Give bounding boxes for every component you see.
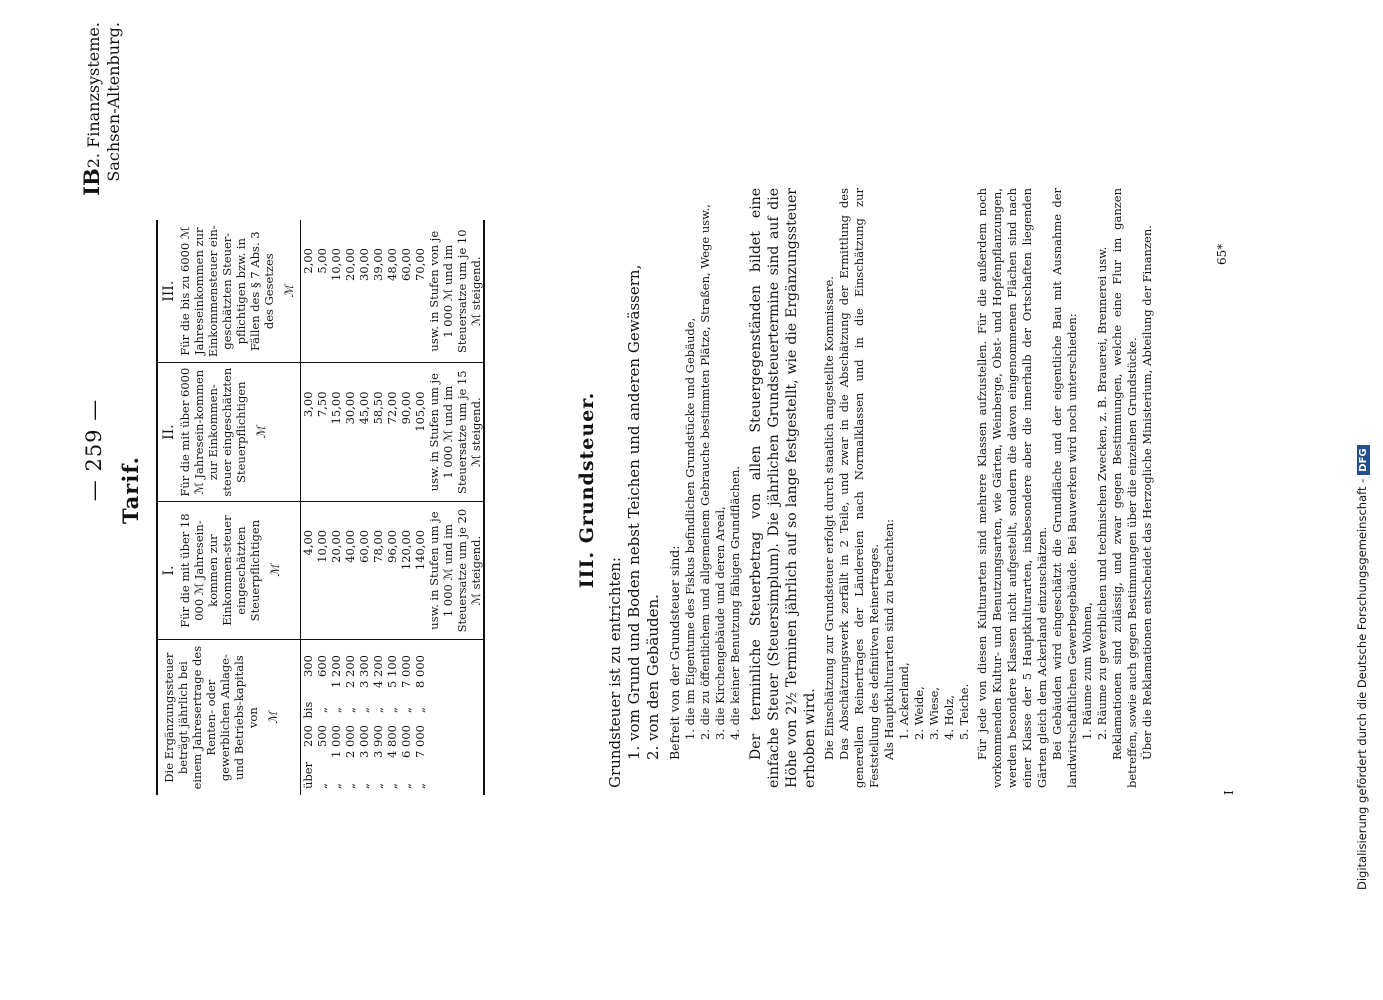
column-header-class-2: II. Für die mit über 6000 ℳ Jahresein-kommen zur Einkommen-steuer eingeschätzten Steuerpflichtigen ℳ [157,363,301,501]
range-from: 3 000 [357,725,371,758]
running-head [79,22,124,282]
range-mid: „ [329,707,343,713]
list-item: 1. Ackerland, [897,662,911,740]
footnote-class-1: usw. in Stufen um je 1 000 ℳ und im Steuersatze um je 20 ℳ steigend. [427,501,484,639]
paragraph: Für jede von diesen Kulturarten sind mehrere Klassen aufzustellen. Für die außerdem noch vorkommenden Kultur- und Benutzungsarten, wie Gärten, Weinberge, Obst- und Hopfenpflanzungen, werden besondere Klassen nicht aufgestellt, sondern die davon eingenommenen Flächen sind nach einer Klasse der 5 Hauptkulturarten, insbesondere aber die innerhalb der Ortschaften liegenden Gärten gleich dem Ackerland einzuschätzen. [975,188,1049,788]
range-to: 600 [315,655,329,677]
state-title: Sachsen-Altenburg. [104,22,123,182]
list-item: 4. Holz, [942,695,956,740]
paragraph: Das Abschätzungswerk zerfällt in 2 Teile, und zwar in die Abschätzung der Ermittlung des generellen Reinertrages der Ländereien nach Normalklassen und in die Einschätzung zur Feststellung des definitiven Reinertrages. [837,188,881,788]
range-mid: „ [385,707,399,713]
tax-amount-class-2: 15,00 [329,363,343,501]
tax-amount-class-2: 58,50 [371,363,385,501]
section-title: III. Grundsteuer. [576,391,598,589]
range-to: 5 100 [385,655,399,688]
footnote-empty [427,640,484,795]
table-row [357,220,371,795]
income-range-cell [329,640,343,795]
tariff-table [156,220,485,795]
unit-mark: ℳ [268,564,282,577]
dfg-logo: DFG [1357,445,1370,474]
tax-amount-class-1: 40,00 [343,501,357,639]
tax-amount-class-2: 45,00 [357,363,371,501]
range-prefix: „ [413,783,427,789]
tax-amount-class-3: 5,00 [315,248,329,274]
list-item: 3. die Kirchengebäude und deren Areal, [713,506,727,740]
footnote-class-2: usw. in Stufen um je 1 000 ℳ und im Steuersatze um je 15 ℳ steigend. [427,363,484,501]
paragraph: Als Hauptkulturarten sind zu betrachten: [882,518,896,760]
income-range-cell [343,640,357,795]
income-range-cell [357,640,371,795]
range-to: 1 200 [329,655,343,688]
table-row [413,220,427,795]
paragraph: Befreit von der Grundsteuer sind: [667,545,682,760]
range-to: 7 000 [399,655,413,688]
range-prefix: „ [385,783,399,789]
list-item: 3. Wiese, [927,686,941,740]
income-range-cell [301,640,316,795]
list-item: 1. Räume zum Wohnen, [1080,602,1094,740]
range-from: 2 000 [343,725,357,758]
chapter-code: IB [79,168,104,196]
list-item: 1. die im Eigentume des Fiskus befindlichen Grundstücke und Gebäude, [683,317,697,740]
table-row [343,220,357,795]
tax-amount-class-3: 70,00 [413,248,427,281]
list-item: 2. Weide, [912,686,926,740]
income-range-cell [315,640,329,795]
range-from: 3 900 [371,725,385,758]
list-item: 1. vom Grund und Boden nebst Teichen und anderen Gewässern, [625,264,643,760]
series-title: Finanzsysteme. [84,22,103,148]
tax-amount-class-1: 78,00 [371,501,385,639]
range-to: 4 200 [371,655,385,688]
signature-mark: 65* [1215,243,1229,265]
range-mid: „ [399,707,413,713]
tax-amount-class-1: 4,00 [301,501,316,639]
range-prefix: über [301,761,315,789]
paragraph: Bei Gebäuden wird eingeschätzt die Grundfläche und der eigentliche Bau mit Ausnahme der landwirtschaftlichen Gewerbegebäude. Bei Bauwerken wird noch unterschieden: [1050,188,1079,788]
tax-amount-class-2: 7,50 [315,363,329,501]
range-from: 6 000 [399,725,413,758]
paragraph: Über die Reklamationen entscheidet das Herzogliche Ministerium, Abteilung der Finanzen. [1140,225,1154,760]
column-header-income: Die Ergänzungssteuer beträgt jährlich bei einem Jahresertrage des Renten- oder gewerblichen Anlage- und Betriebs-kapitals von ℳ [157,640,301,795]
range-from: 4 800 [385,725,399,758]
tax-amount-class-3: 10,00 [329,248,343,281]
table-row [399,220,413,795]
range-to: 8 000 [413,655,427,688]
unit-mark: ℳ [254,426,268,439]
range-prefix: „ [343,783,357,789]
unit-mark: ℳ [266,711,280,724]
table-row [329,220,343,795]
range-prefix: „ [399,783,413,789]
range-prefix: „ [329,783,343,789]
range-prefix: „ [357,783,371,789]
tax-amount-class-1: 20,00 [329,501,343,639]
table-row [385,220,399,795]
range-to: 300 [301,655,315,677]
column-header-class-3: III. Für die bis zu 6000 ℳ Jahreseinkommen zur Einkommensteuer ein-geschätzten Steuer-pflichtigen bzw. in Fällen des § 7 Abs. 3 des Gesetzes ℳ [157,220,301,363]
range-mid: bis [301,701,315,719]
tax-amount-class-3: 60,00 [399,248,413,281]
range-from: 7 000 [413,725,427,758]
income-range-cell [371,640,385,795]
paragraph: Der terminliche Steuerbetrag von allen Steuergegenständen bildet eine einfache Steuer (Steuersimplum). Die jährlichen Grundsteuertermine sind auf die Höhe von 2½ Terminen jährlich auf so lange festgestellt, wie die Ergänzungssteuer erhoben wird. [748,188,818,788]
paragraph: Reklamationen sind zulässig, und zwar gegen Bestimmungen, welche eine Flur im ganzen betreffen, sowie auch gegen Bestimmungen über die einzelnen Grundstücke. [1110,188,1139,788]
income-range-cell [399,640,413,795]
tax-amount-class-3: 2,00 [301,248,315,274]
range-mid: „ [343,707,357,713]
tax-amount-class-2: 72,00 [385,363,399,501]
column-header-class-1: I. Für die mit über 18 000 ℳ Jahresein-kommen zur Einkommen-steuer eingeschätzten Steuerpflichtigen ℳ [157,501,301,639]
tax-amount-class-2: 30,00 [343,363,357,501]
list-item: 2. die zu öffentlichem und allgemeinem Gebrauche bestimmten Plätze, Straßen, Wege usw., [698,204,712,740]
paragraph: Grundsteuer ist zu entrichten: [606,557,624,788]
tax-amount-class-2: 90,00 [399,363,413,501]
range-prefix: „ [315,783,329,789]
tax-amount-class-3: 39,00 [371,248,385,281]
range-to: 3 300 [357,655,371,688]
footnote-class-3: usw. in Stufen von je 1 000 ℳ und im Steuersatze um je 10 ℳ steigend. [427,229,483,353]
table-row [301,220,316,795]
chapter-code-sub: 2. [84,152,103,169]
list-item: 2. Räume zu gewerblichen und technischen Zwecken, z. B. Brauerei, Brennerei usw. [1095,246,1109,740]
tax-amount-class-1: 10,00 [315,501,329,639]
list-item: 2. von den Gebäuden. [644,594,662,760]
tax-amount-class-1: 120,00 [399,501,413,639]
tax-amount-class-3: 20,00 [343,248,357,281]
range-from: 1 000 [329,725,343,758]
range-mid: „ [371,707,385,713]
paragraph: Die Einschätzung zur Grundsteuer erfolgt durch staatlich angestellte Kommissare. [822,276,836,760]
tax-amount-class-3: 30,00 [357,248,371,281]
table-row [315,220,329,795]
dfg-credit [1355,110,1370,890]
income-range-cell [385,640,399,795]
tax-amount-class-1: 140,00 [413,501,427,639]
tarif-title: Tarif. [118,456,143,524]
range-from: 500 [315,725,329,747]
tax-amount-class-1: 60,00 [357,501,371,639]
tax-amount-class-2: 3,00 [301,363,316,501]
unit-mark: ℳ [282,285,296,298]
range-prefix: „ [371,783,385,789]
tax-amount-class-1: 96,00 [385,501,399,639]
dfg-credit-text: Digitalisierung gefördert durch die Deutsche Forschungsgemeinschaft - [1355,478,1369,890]
section-body [606,188,1155,788]
margin-mark: I [1222,790,1236,795]
tax-amount-class-2: 105,00 [413,363,427,501]
tax-amount-class-3: 48,00 [385,248,399,281]
list-item: 4. die keiner Benutzung fähigen Grundflächen. [728,465,742,740]
table-row [371,220,385,795]
page-number: — 259 — [82,398,106,502]
range-from: 200 [301,725,315,747]
range-mid: „ [357,707,371,713]
range-mid: „ [315,707,329,713]
list-item: 5. Teiche. [957,683,971,740]
range-mid: „ [413,707,427,713]
income-range-cell [413,640,427,795]
range-to: 2 200 [343,655,357,688]
